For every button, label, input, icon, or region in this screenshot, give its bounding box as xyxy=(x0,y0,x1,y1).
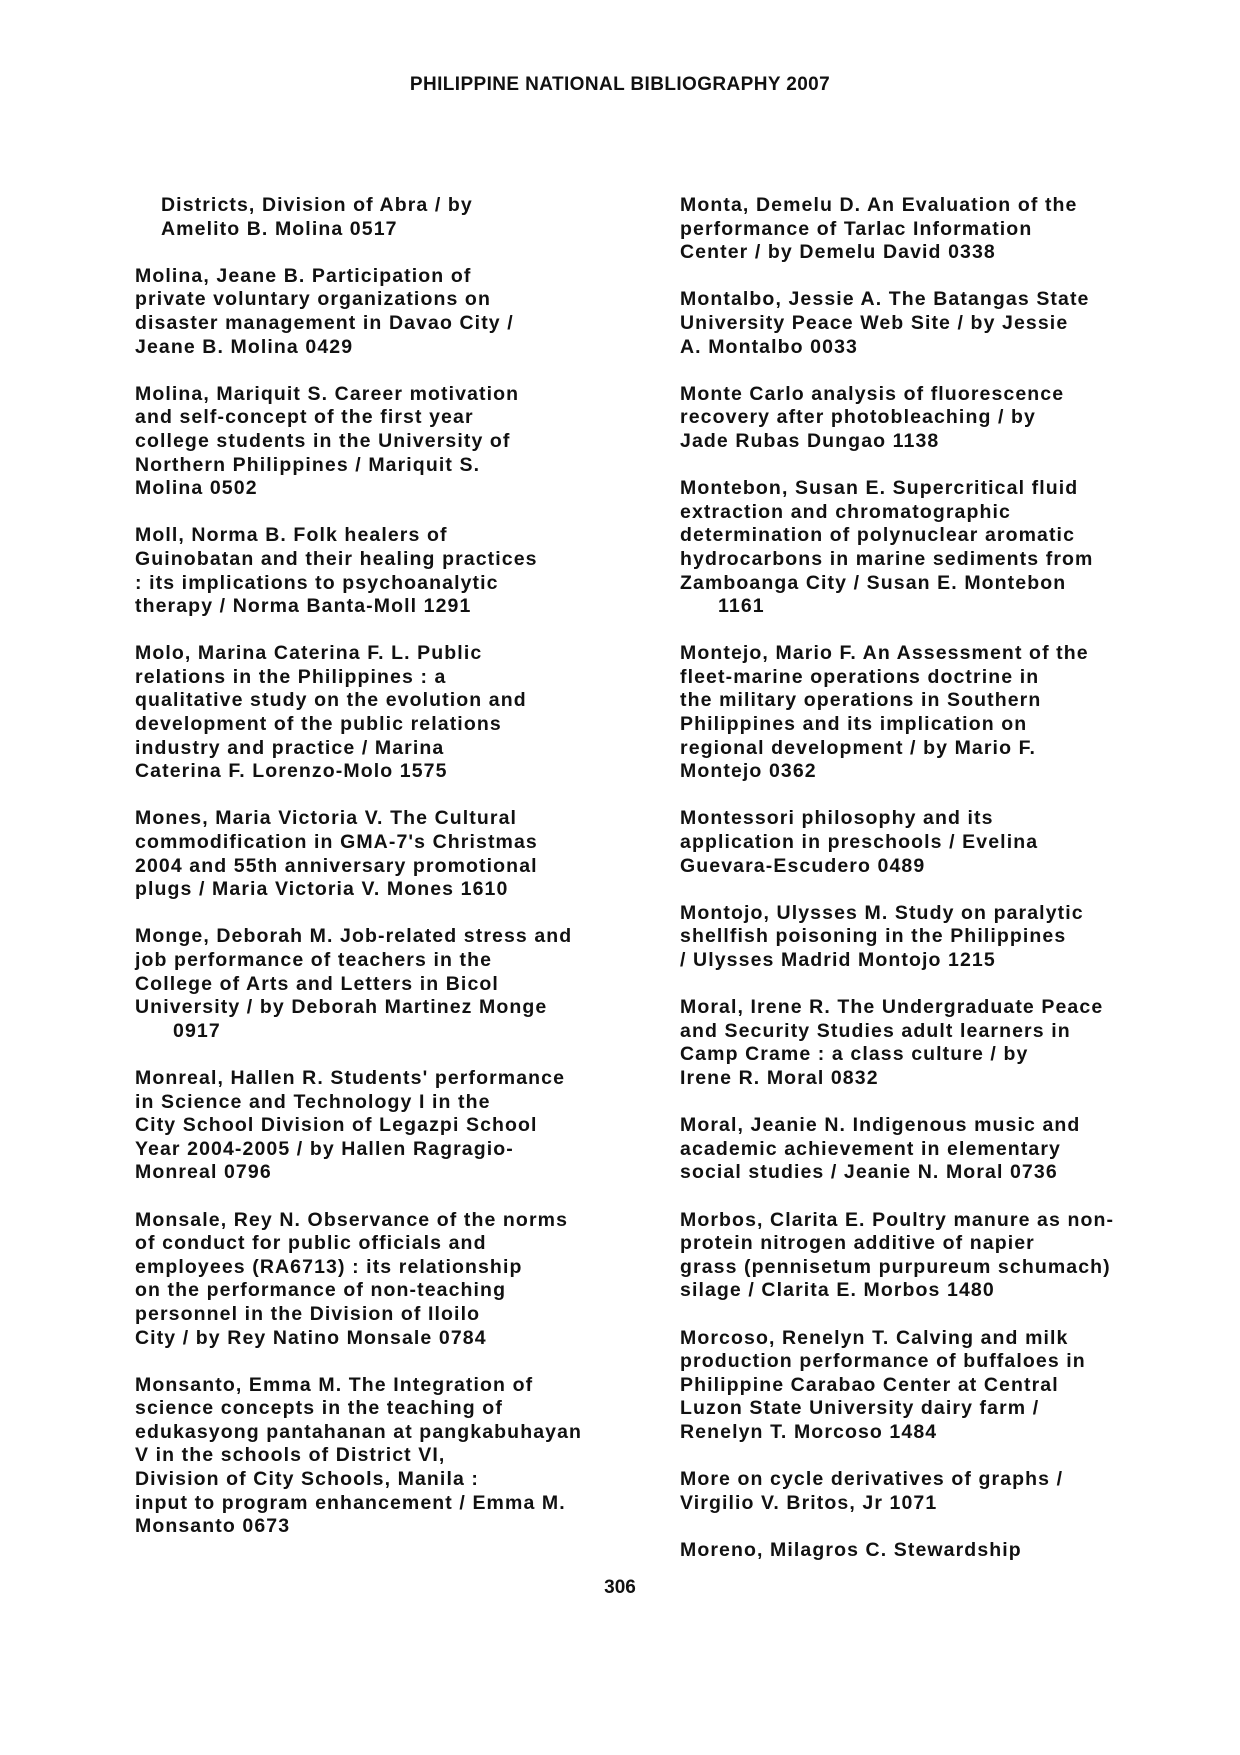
entry-line: regional development / by Mario F. xyxy=(680,736,1036,759)
entry-line: Moreno, Milagros C. Stewardship xyxy=(680,1538,1022,1561)
entry-line: qualitative study on the evolution and xyxy=(135,689,527,712)
entry-line: Caterina F. Lorenzo-Molo 1575 xyxy=(135,760,448,783)
entry-line: Moral, Jeanie N. Indigenous music and xyxy=(680,1114,1081,1137)
bibliography-entry xyxy=(680,996,1200,1090)
entry-line: Monreal 0796 xyxy=(135,1161,272,1184)
bibliography-entry xyxy=(135,807,655,901)
entry-line: Irene R. Moral 0832 xyxy=(680,1066,879,1089)
bibliography-entry xyxy=(680,477,1200,619)
entry-line: Monta, Demelu D. An Evaluation of the xyxy=(680,194,1078,216)
entry-line: determination of polynuclear aromatic xyxy=(680,524,1076,547)
entry-line: employees (RA6713) : its relationship xyxy=(135,1255,523,1278)
bibliography-entry xyxy=(680,288,1200,359)
left-column xyxy=(135,194,655,1562)
entry-line: performance of Tarlac Information xyxy=(680,217,1033,240)
entry-line: and Security Studies adult learners in xyxy=(680,1019,1071,1042)
bibliography-entry xyxy=(680,383,1200,454)
entry-line: City School Division of Legazpi School xyxy=(135,1114,538,1137)
entry-line: V in the schools of District VI, xyxy=(135,1444,446,1467)
entry-line: More on cycle derivatives of graphs / xyxy=(680,1468,1064,1491)
entry-line: Philippines and its implication on xyxy=(680,713,1028,736)
bibliography-entry xyxy=(680,1114,1200,1185)
bibliography-entry xyxy=(680,1327,1200,1445)
entry-line: University / by Deborah Martinez Monge xyxy=(135,996,548,1019)
bibliography-entry xyxy=(135,1067,655,1185)
entry-line: Morbos, Clarita E. Poultry manure as non- xyxy=(680,1208,1115,1231)
entry-line: A. Montalbo 0033 xyxy=(680,335,858,358)
entry-line: Monte Carlo analysis of fluorescence xyxy=(680,382,1065,405)
entry-line: Northern Philippines / Mariquit S. xyxy=(135,453,481,476)
entry-line: Molina 0502 xyxy=(135,477,258,500)
bibliography-entry xyxy=(680,1539,1200,1563)
entry-line: 1161 xyxy=(718,595,765,618)
entry-line: commodification in GMA-7's Christmas xyxy=(135,831,538,854)
entry-line: University Peace Web Site / by Jessie xyxy=(680,311,1069,334)
entry-line: Camp Crame : a class culture / by xyxy=(680,1043,1029,1066)
bibliography-entry xyxy=(135,642,655,784)
entry-line: / Ulysses Madrid Montojo 1215 xyxy=(680,949,996,971)
entry-line: Amelito B. Molina 0517 xyxy=(161,217,398,240)
entry-line: recovery after photobleaching / by xyxy=(680,406,1036,429)
entry-line: Molina, Jeane B. Participation of xyxy=(135,264,472,287)
page-number: 306 xyxy=(604,1577,636,1598)
entry-line: Montejo, Mario F. An Assessment of the xyxy=(680,642,1089,665)
page-header: PHILIPPINE NATIONAL BIBLIOGRAPHY 2007 xyxy=(409,74,831,95)
bibliography-entry xyxy=(135,1209,655,1351)
entry-line: Zamboanga City / Susan E. Montebon xyxy=(680,571,1067,594)
entry-line: 2004 and 55th anniversary promotional xyxy=(135,854,538,877)
entry-line: Virgilio V. Britos, Jr 1071 xyxy=(680,1491,938,1514)
entry-line: science concepts in the teaching of xyxy=(135,1397,503,1420)
entry-line: Jeane B. Molina 0429 xyxy=(135,335,354,358)
bibliography-entry xyxy=(680,1468,1200,1515)
entry-line: in Science and Technology I in the xyxy=(135,1090,491,1113)
bibliography-entry xyxy=(135,1374,655,1539)
entry-line: college students in the University of xyxy=(135,429,511,452)
entry-line: Jade Rubas Dungao 1138 xyxy=(680,429,940,452)
entry-line: Montalbo, Jessie A. The Batangas State xyxy=(680,288,1090,311)
entry-line: Monsanto, Emma M. The Integration of xyxy=(135,1373,534,1396)
bibliography-entry xyxy=(135,383,655,501)
entry-line: shellfish poisoning in the Philippines xyxy=(680,925,1067,948)
entry-line: : its implications to psychoanalytic xyxy=(135,571,499,594)
entry-line: Mones, Maria Victoria V. The Cultural xyxy=(135,807,518,830)
bibliography-entry xyxy=(135,524,655,618)
entry-line: protein nitrogen additive of napier xyxy=(680,1232,1035,1255)
bibliography-entry xyxy=(135,265,655,359)
entry-line: Philippine Carabao Center at Central xyxy=(680,1373,1059,1396)
entry-line: Center / by Demelu David 0338 xyxy=(680,241,996,264)
entry-line: extraction and chromatographic xyxy=(680,500,1011,523)
right-column xyxy=(680,194,1200,1586)
entry-line: Montebon, Susan E. Supercritical fluid xyxy=(680,477,1079,500)
entry-line: Guinobatan and their healing practices xyxy=(135,547,538,570)
entry-line: College of Arts and Letters in Bicol xyxy=(135,972,499,995)
entry-line: Year 2004-2005 / by Hallen Ragragio- xyxy=(135,1137,514,1160)
bibliography-entry xyxy=(680,807,1200,878)
entry-line: application in preschools / Evelina xyxy=(680,831,1039,854)
entry-line: private voluntary organizations on xyxy=(135,288,491,311)
entry-line: on the performance of non-teaching xyxy=(135,1279,507,1302)
entry-line: academic achievement in elementary xyxy=(680,1137,1061,1160)
bibliography-entry xyxy=(135,194,655,241)
entry-line: silage / Clarita E. Morbos 1480 xyxy=(680,1279,995,1302)
entry-line: Districts, Division of Abra / by xyxy=(161,194,473,216)
entry-line: Moral, Irene R. The Undergraduate Peace xyxy=(680,996,1104,1019)
entry-line: Monsanto 0673 xyxy=(135,1515,291,1538)
bibliography-entry xyxy=(680,642,1200,784)
entry-line: edukasyong pantahanan at pangkabuhayan xyxy=(135,1420,583,1443)
entry-line: Monge, Deborah M. Job-related stress and xyxy=(135,925,573,948)
entry-line: Guevara-Escudero 0489 xyxy=(680,854,926,877)
entry-line: Renelyn T. Morcoso 1484 xyxy=(680,1420,938,1443)
entry-line: industry and practice / Marina xyxy=(135,736,445,759)
entry-line: Moll, Norma B. Folk healers of xyxy=(135,524,448,547)
entry-line: relations in the Philippines : a xyxy=(135,665,447,688)
entry-line: Division of City Schools, Manila : xyxy=(135,1468,480,1491)
entry-line: Morcoso, Renelyn T. Calving and milk xyxy=(680,1326,1069,1349)
entry-line: Molo, Marina Caterina F. L. Public xyxy=(135,642,483,665)
entry-line: Montojo, Ulysses M. Study on paralytic xyxy=(680,901,1084,924)
bibliography-entry xyxy=(680,1209,1200,1303)
bibliography-entry xyxy=(680,902,1200,973)
entry-line: of conduct for public officials and xyxy=(135,1232,487,1255)
entry-line: Luzon State University dairy farm / xyxy=(680,1397,1040,1420)
entry-line: Monreal, Hallen R. Students' performance xyxy=(135,1066,566,1089)
entry-line: City / by Rey Natino Monsale 0784 xyxy=(135,1326,487,1349)
entry-line: grass (pennisetum purpureum schumach) xyxy=(680,1255,1111,1278)
entry-line: plugs / Maria Victoria V. Mones 1610 xyxy=(135,878,509,901)
entry-line: Monsale, Rey N. Observance of the norms xyxy=(135,1208,569,1231)
entry-line: production performance of buffaloes in xyxy=(680,1350,1086,1373)
entry-line: therapy / Norma Banta-Moll 1291 xyxy=(135,595,472,618)
bibliography-entry xyxy=(135,925,655,1043)
entry-line: social studies / Jeanie N. Moral 0736 xyxy=(680,1161,1058,1184)
entry-line: fleet-marine operations doctrine in xyxy=(680,665,1040,688)
entry-line: hydrocarbons in marine sediments from xyxy=(680,547,1094,570)
entry-line: job performance of teachers in the xyxy=(135,949,493,971)
entry-line: and self-concept of the first year xyxy=(135,406,474,429)
entry-line: the military operations in Southern xyxy=(680,689,1042,712)
entry-line: Montejo 0362 xyxy=(680,760,817,783)
entry-line: personnel in the Division of Iloilo xyxy=(135,1302,481,1325)
entry-line: input to program enhancement / Emma M. xyxy=(135,1491,566,1514)
bibliography-entry xyxy=(680,194,1200,265)
entry-line: development of the public relations xyxy=(135,713,502,736)
entry-line: Montessori philosophy and its xyxy=(680,807,994,830)
entry-line: 0917 xyxy=(173,1019,221,1042)
entry-line: disaster management in Davao City / xyxy=(135,311,514,334)
entry-line: Molina, Mariquit S. Career motivation xyxy=(135,382,520,405)
